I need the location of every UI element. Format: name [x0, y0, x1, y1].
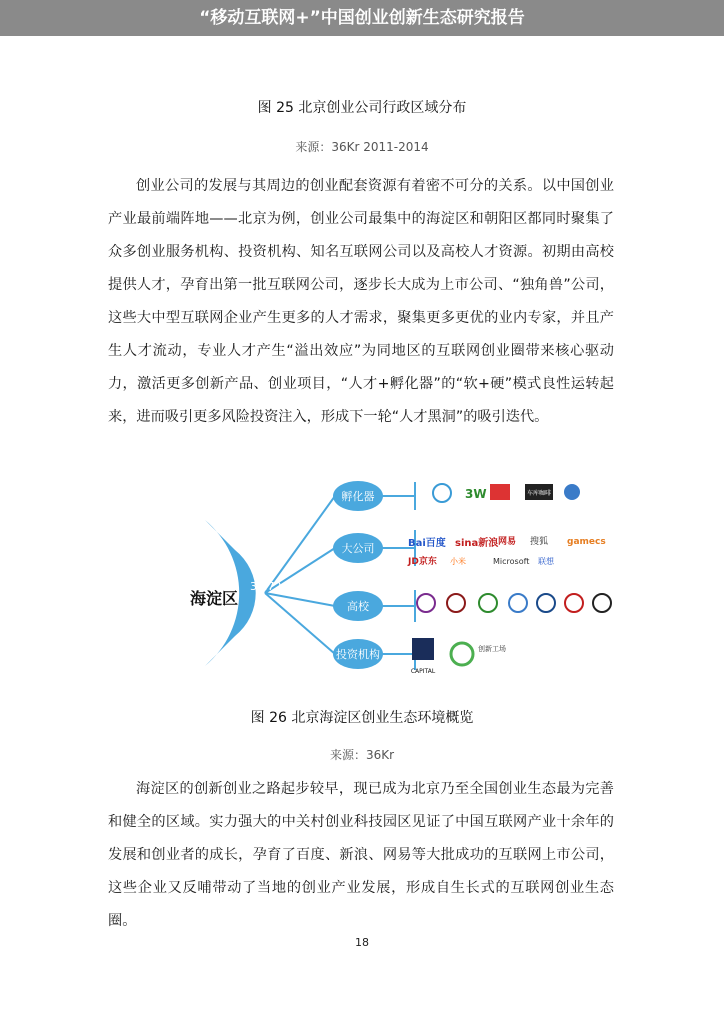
node-university: 高校	[347, 600, 369, 613]
node-incubator: 孵化器	[341, 490, 375, 503]
bigco-logos	[407, 535, 606, 567]
logo-capital: CAPITAL	[410, 668, 436, 675]
figure-25-source: 来源：36Kr 2011-2014	[295, 140, 429, 154]
logo-garage: 车库咖啡	[526, 490, 552, 497]
logo-3w: 3W	[465, 487, 487, 501]
node-circles	[333, 481, 383, 669]
logo-innovation-works: 创新工场	[478, 645, 506, 653]
incubator-logos	[433, 484, 580, 502]
logo-jd: JD京东	[408, 557, 437, 567]
district-label: 海淀区	[190, 589, 239, 608]
investment-logos	[411, 638, 506, 675]
logo-lenovo: 联想	[538, 557, 554, 566]
ecosystem-svg	[180, 468, 620, 688]
paragraph-2: 海淀区的创新创业之路起步较早，现已成为北京乃至全国创业生态最为完善和健全的区域。实力强大的中关村创业科技园区见证了中国互联网产业十余年的发展和创业者的成长，孕育了百度、新浪、网易等大批成功的互联网上市公司，这些企业又反哺带动了当地的创业产业发展，形成自生长式的互联网创业生态圈。	[108, 781, 614, 929]
university-logos	[417, 594, 611, 612]
paragraph-1: 创业公司的发展与其周边的创业配套资源有着密不可分的关系。以中国创业产业最前端阵地——北京为例，创业公司最集中的海淀区和朝阳区都同时聚集了众多创业服务机构、投资机构、知名互联网公司以及高校人才资源。初期由高校提供人才，孕育出第一批互联网公司，逐步长大成为上市公司、“独角兽”公司，这些大中型互联网企业产生更多的人才需求，聚集更多更优的业内专家，并且产生人才流动，专业人才产生“溢出效应”为同地区的互联网创业圈带来核心驱动力，激活更多创新产品、创业项目，“人才+孵化器”的“软+硬”模式良性运转起来，进而吸引更多风险投资注入，形成下一轮“人才黑洞”的吸引迭代。	[108, 178, 614, 425]
figure-25-title: 图 25 北京创业公司行政区域分布	[257, 100, 467, 116]
logo-sina: sina新浪	[455, 538, 499, 549]
percent-unit: %	[260, 596, 271, 609]
node-bigco: 大公司	[341, 542, 375, 555]
logo-xiaomi: 小米	[450, 557, 466, 566]
haidian-ecosystem-diagram	[180, 468, 620, 688]
logo-sohu: 搜狐	[530, 537, 549, 547]
connector-lines	[265, 482, 415, 670]
node-investment: 投资机构	[336, 648, 380, 661]
page-number: 18	[355, 936, 369, 949]
logo-gamecs: gamecs	[567, 537, 606, 547]
figure-26-title: 图 26 北京海淀区创业生态环境概览	[250, 710, 474, 726]
logo-baidu: Bai百度	[408, 538, 446, 549]
logo-microsoft: Microsoft	[493, 557, 530, 566]
report-header: “移动互联网+”中国创业创新生态研究报告	[0, 0, 724, 36]
figure-26-source: 来源：36Kr	[329, 748, 395, 762]
percent-value: 36.72	[250, 580, 282, 593]
logo-netease: 网易	[498, 537, 517, 547]
